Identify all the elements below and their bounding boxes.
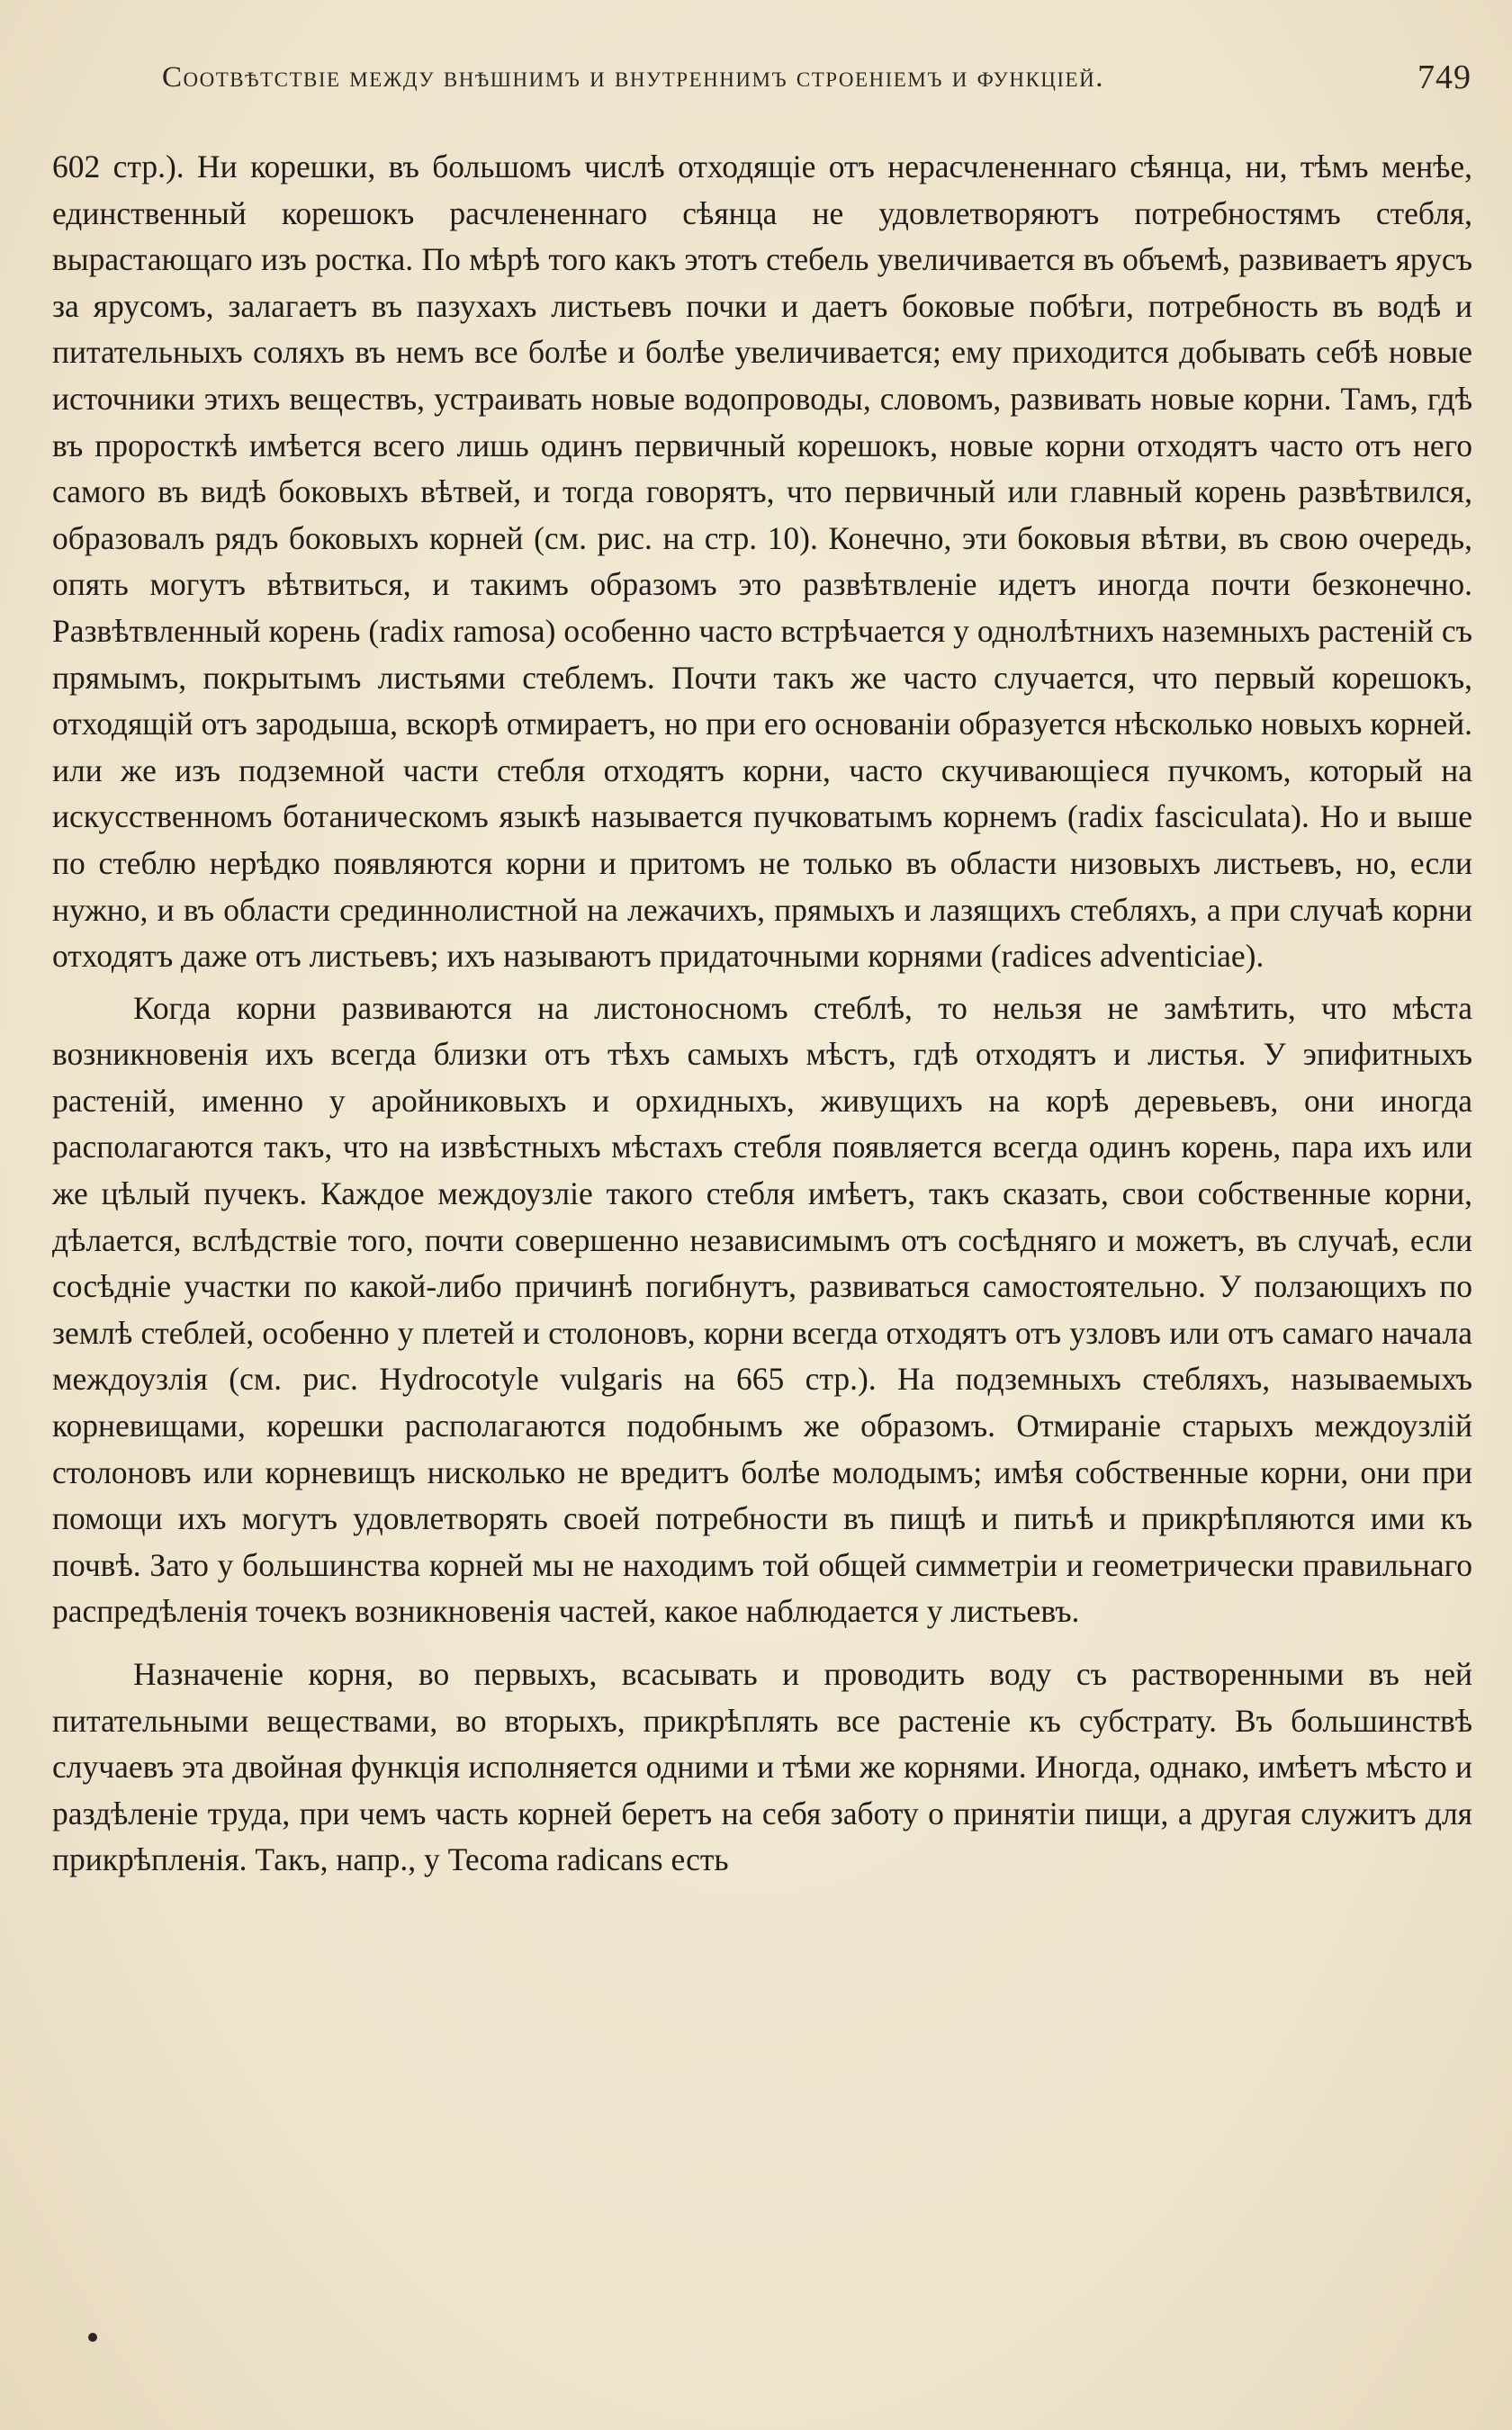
paragraph: Когда корни развиваются на листоносномъ стеблѣ, то нельзя не замѣтить, что мѣста возникновенія ихъ всегда близки отъ тѣхъ самыхъ мѣстъ, гдѣ отходятъ и листья. У эпифитныхъ растеній, именно у аройниковыхъ и орхидныхъ, живущихъ на корѣ деревьевъ, они иногда располагаются такъ, что на извѣстныхъ мѣстахъ стебля появляется всегда одинъ корень, пара ихъ или же цѣлый пучекъ. Каждое междоузліе такого стебля имѣетъ, такъ сказать, свои собственные корни, дѣлается, вслѣдствіе того, почти совершенно независимымъ отъ сосѣдняго и можетъ, въ случаѣ, если сосѣдніе участки по какой-либо причинѣ погибнутъ, развиваться самостоятельно. У ползающихъ по землѣ стеблей, особенно у плетей и столоновъ, корни всегда отходятъ отъ узловъ или отъ самаго начала междоузлія (см. рис. Hydrocotyle vulgaris на 665 стр.). На подземныхъ стебляхъ, называемыхъ корневищами, корешки располагаются подобнымъ же образомъ. Отмираніе старыхъ междоузлій столоновъ или корневищъ нисколько не вредитъ болѣе молодымъ; имѣя собственные корни, они при помощи ихъ могутъ удовлетворять своей потребности въ пищѣ и питьѣ и прикрѣпляются ими къ почвѣ. Зато у большинства корней мы не находимъ той общей симметріи и геометрически правильнаго распредѣленія точекъ возникновенія частей, какое наблюдается у листьевъ. xyxy=(52,989,1472,1630)
body-text xyxy=(52,144,1472,1884)
running-title: Соотвѣтствіе между внѣшнимъ и внутреннимъ строеніемъ и функціей. xyxy=(162,61,1104,94)
page-number: 749 xyxy=(1418,58,1472,96)
ink-dot-mark xyxy=(88,2333,97,2342)
paragraph: 602 стр.). Ни корешки, въ большомъ числѣ отходящіе отъ нерасчлененнаго сѣянца, ни, тѣмъ менѣе, единственный корешокъ расчлененнаго сѣянца не удовлетворяютъ потребностямъ стебля, вырастающаго изъ ростка. По мѣрѣ того какъ этотъ стебель увеличивается въ объемѣ, развиваетъ ярусъ за ярусомъ, залагаетъ въ пазухахъ листьевъ почки и даетъ боковые побѣги, потребность въ водѣ и питательныхъ соляхъ въ немъ все болѣе и болѣе увеличивается; ему приходится добывать себѣ новые источники этихъ веществъ, устраивать новые водопроводы, словомъ, развивать новые корни. Тамъ, гдѣ въ проросткѣ имѣется всего лишь одинъ первичный корешокъ, новые корни отходятъ часто отъ него самого въ видѣ боковыхъ вѣтвей, и тогда говорятъ, что первичный или главный корень развѣтвился, образовалъ рядъ боковыхъ корней (см. рис. на стр. 10). Конечно, эти боковыя вѣтви, въ свою очередь, опять могутъ вѣтвиться, и такимъ образомъ это развѣтвленіе идетъ иногда почти безконечно. Развѣтвленный корень (radix ramosa) особенно часто встрѣчается у однолѣтнихъ наземныхъ растеній съ прямымъ, покрытымъ листьями стеблемъ. Почти такъ же часто случается, что первый корешокъ, отходящій отъ зародыша, вскорѣ отмираетъ, но при его основаніи образуется нѣсколько новыхъ корней. или же изъ подземной части стебля отходятъ корни, часто скучивающіеся пучкомъ, который на искусственномъ ботаническомъ языкѣ называется пучковатымъ корнемъ (radix fasciculata). Но и выше по стеблю нерѣдко появляются корни и притомъ не только въ области низовыхъ листьевъ, но, если нужно, и въ области срединнолистной на лежачихъ, прямыхъ и лазящихъ стебляхъ, а при случаѣ корни отходятъ даже отъ листьевъ; ихъ называютъ придаточными корнями (radices adventiciae). xyxy=(52,148,1472,975)
paragraph: Назначеніе корня, во первыхъ, всасывать и проводить воду съ растворенными въ ней питательными веществами, во вторыхъ, прикрѣплять все растеніе къ субстрату. Въ большинствѣ случаевъ эта двойная функція исполняется одними и тѣми же корнями. Иногда, однако, имѣетъ мѣсто и раздѣленіе труда, при чемъ часть корней беретъ на себя заботу о принятіи пищи, а другая служитъ для прикрѣпленія. Такъ, напр., у Tecoma radicans есть xyxy=(52,1656,1472,1878)
page-header xyxy=(162,58,1472,115)
